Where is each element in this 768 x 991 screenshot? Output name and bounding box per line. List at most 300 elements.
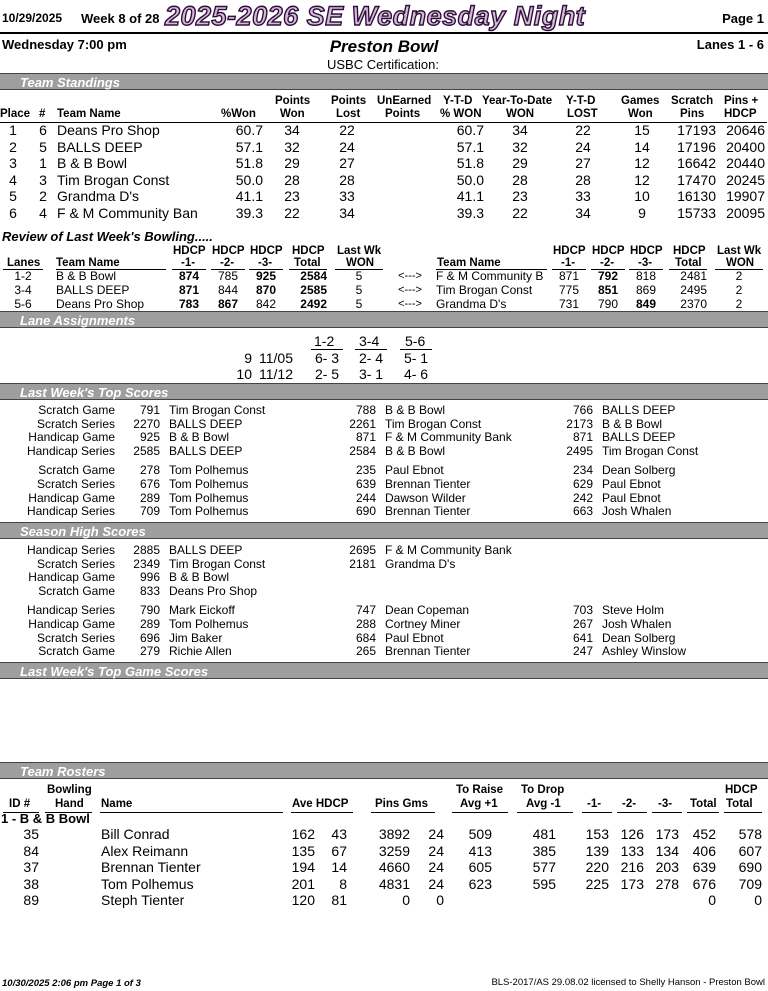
review-lanes-cell: 5-6 bbox=[14, 297, 32, 311]
standings-ytdpct-cell: 51.8 bbox=[456, 155, 484, 171]
standings-ytdl-cell: 33 bbox=[575, 188, 591, 204]
review-g1-cell: 871 bbox=[178, 283, 200, 297]
roster-rule-g3 bbox=[652, 812, 682, 813]
standings-pw-cell: 23 bbox=[284, 188, 300, 204]
lane-pair-cell: 2- 5 bbox=[314, 366, 340, 382]
hdr-review-ohdcp-total: HDCP bbox=[673, 245, 706, 257]
review-g2-cell: 785 bbox=[217, 269, 239, 283]
score-value: 2349 bbox=[133, 556, 160, 571]
review-ototal-cell: 2481 bbox=[680, 269, 707, 283]
roster-g1-cell bbox=[579, 892, 609, 909]
hdr-review-hdcp3: HDCP bbox=[250, 245, 283, 257]
review-g2-cell: 867 bbox=[217, 297, 239, 311]
section-team-standings: Team Standings bbox=[0, 73, 768, 90]
roster-hdcp-cell: 81 bbox=[331, 892, 347, 908]
roster-rule-total bbox=[687, 812, 719, 813]
hdr-ytd-pct-2: % WON bbox=[440, 108, 482, 120]
lane-date-cell: 11/05 bbox=[259, 350, 293, 366]
hdr-bowling: Bowling bbox=[47, 784, 92, 796]
score-value: 2173 bbox=[566, 416, 593, 431]
hdr-review-owon: WON bbox=[726, 257, 755, 269]
score-name: BALLS DEEP bbox=[169, 543, 243, 557]
hdr-ytd-pct-1: Y-T-D bbox=[443, 95, 473, 107]
score-name: Josh Whalen bbox=[602, 504, 672, 519]
lane-pair-cell: 4- 6 bbox=[403, 366, 429, 382]
hdr-scratch-pins-2: Pins bbox=[680, 108, 705, 120]
roster-name-cell: Bill Conrad bbox=[101, 826, 170, 842]
score-value: 663 bbox=[572, 504, 593, 519]
hdr-name: Name bbox=[101, 798, 133, 810]
score-name: F & M Community Bank bbox=[385, 430, 512, 445]
standings-ue-cell bbox=[384, 122, 424, 139]
score-value bbox=[551, 543, 593, 557]
score-value: 747 bbox=[355, 603, 376, 618]
score-name: Dean Copeman bbox=[385, 603, 470, 618]
standings-ytdw-cell: 22 bbox=[512, 204, 528, 221]
roster-id-cell: 35 bbox=[23, 826, 39, 842]
standings-sp-cell: 15733 bbox=[677, 204, 716, 221]
roster-rule-pins bbox=[371, 812, 435, 813]
review-g1-cell: 874 bbox=[178, 269, 200, 283]
section-top-game-scores: Last Week's Top Game Scores bbox=[0, 662, 768, 679]
roster-total-cell: 406 bbox=[692, 842, 716, 859]
hdr-review-team: Team Name bbox=[56, 257, 120, 269]
score-value: 2181 bbox=[349, 556, 376, 571]
roster-avg-cell: 120 bbox=[291, 892, 315, 908]
score-name: Tom Polhemus bbox=[169, 490, 249, 505]
roster-total-cell: 0 bbox=[708, 892, 716, 908]
standings-ytdw-cell: 23 bbox=[512, 188, 528, 204]
review-ototal-cell: 2370 bbox=[680, 297, 707, 311]
roster-drop-cell bbox=[520, 892, 556, 909]
roster-rule-g1 bbox=[582, 812, 612, 813]
roster-htotal-cell: 0 bbox=[754, 892, 762, 908]
hdr-unearned-2: Points bbox=[385, 108, 421, 120]
hdr-to-drop: To Drop bbox=[521, 784, 565, 796]
score-value bbox=[551, 570, 593, 584]
roster-name-cell: Tom Polhemus bbox=[101, 875, 194, 892]
score-name: Paul Ebnot bbox=[385, 463, 444, 478]
roster-avg-cell: 194 bbox=[291, 859, 315, 875]
standings-ytdw-cell: 29 bbox=[512, 155, 528, 171]
roster-pins-cell: 3892 bbox=[378, 826, 410, 842]
standings-pw-cell: 29 bbox=[284, 155, 300, 171]
roster-g2-cell: 173 bbox=[620, 875, 644, 892]
roster-id-cell: 84 bbox=[23, 842, 39, 859]
review-team-cell: B & B Bowl bbox=[56, 269, 117, 283]
review-o3-cell: 869 bbox=[635, 283, 657, 297]
score-value: 788 bbox=[355, 403, 376, 417]
score-name: B & B Bowl bbox=[169, 570, 230, 585]
score-name: B & B Bowl bbox=[169, 430, 230, 445]
review-g3-cell: 842 bbox=[255, 297, 277, 311]
hdr-points-lost-2: Lost bbox=[336, 108, 361, 120]
score-value: 766 bbox=[572, 403, 593, 417]
standings-ytdw-cell: 32 bbox=[512, 138, 528, 155]
hdr-review-og3: -3- bbox=[638, 257, 653, 269]
hdr-hdcp-total-2: Total bbox=[726, 798, 753, 810]
roster-g1-cell: 220 bbox=[585, 859, 609, 875]
score-name: Brennan Tienter bbox=[385, 477, 471, 491]
lane-pair-cell: 6- 3 bbox=[314, 350, 340, 366]
hdr-points-won-2: Won bbox=[280, 108, 305, 120]
standings-sp-cell: 17470 bbox=[677, 171, 716, 188]
review-o2-cell: 790 bbox=[597, 297, 619, 311]
roster-htotal-cell: 709 bbox=[738, 875, 762, 892]
roster-htotal-cell: 607 bbox=[738, 842, 762, 859]
hdr-num: # bbox=[39, 108, 46, 120]
score-value: 2585 bbox=[133, 443, 160, 458]
standings-ph-cell: 20646 bbox=[726, 122, 765, 138]
standings-num-cell: 1 bbox=[39, 155, 47, 171]
lane-pair-cell: 3- 1 bbox=[358, 366, 384, 382]
roster-gms-cell: 24 bbox=[428, 826, 444, 842]
standings-num-cell: 6 bbox=[39, 122, 47, 138]
roster-rule-avg bbox=[291, 812, 353, 813]
hdr-ave-hdcp: Ave HDCP bbox=[292, 798, 349, 810]
roster-drop-cell: 481 bbox=[532, 826, 556, 842]
hdr-review-hdcp2: HDCP bbox=[212, 245, 245, 257]
score-value bbox=[334, 570, 376, 584]
standings-place-cell: 5 bbox=[9, 188, 17, 204]
review-total-cell: 2585 bbox=[300, 283, 327, 297]
score-value: 265 bbox=[355, 644, 376, 659]
review-total-cell: 2492 bbox=[300, 297, 327, 311]
roster-hdcp-cell: 8 bbox=[339, 875, 347, 892]
score-value: 242 bbox=[572, 490, 593, 505]
roster-rule-htotal bbox=[724, 812, 762, 813]
standings-place-cell: 3 bbox=[9, 155, 17, 171]
roster-rule-g2 bbox=[617, 812, 647, 813]
lane-week-cell: 10 bbox=[236, 366, 252, 382]
review-o3-cell: 818 bbox=[635, 269, 657, 283]
hdr-avg-plus: Avg +1 bbox=[460, 798, 498, 810]
score-label: Scratch Series bbox=[36, 630, 115, 645]
score-label: Handicap Game bbox=[28, 570, 115, 585]
score-value: 289 bbox=[139, 617, 160, 631]
standings-pw-cell: 28 bbox=[284, 171, 300, 188]
hdr-review-g1: -1- bbox=[181, 257, 196, 269]
hdr-place: Place bbox=[0, 108, 31, 120]
score-name: Paul Ebnot bbox=[385, 630, 444, 645]
standings-ue-cell bbox=[384, 205, 424, 222]
roster-raise-cell bbox=[456, 892, 492, 909]
standings-ytdpct-cell: 50.0 bbox=[456, 171, 484, 188]
score-name: Tom Polhemus bbox=[169, 617, 249, 631]
standings-sp-cell: 16642 bbox=[677, 155, 716, 171]
standings-gw-cell: 12 bbox=[634, 155, 650, 171]
standings-ph-cell: 19907 bbox=[726, 188, 765, 204]
score-name: Jim Baker bbox=[169, 630, 223, 645]
score-value bbox=[551, 557, 593, 571]
score-label: Scratch Series bbox=[36, 556, 115, 571]
hdr-review-hdcp-total: HDCP bbox=[292, 245, 325, 257]
score-label: Handicap Game bbox=[28, 617, 115, 631]
review-owon-cell: 2 bbox=[735, 297, 743, 311]
roster-g3-cell: 173 bbox=[655, 826, 679, 842]
score-name: Tim Brogan Const bbox=[385, 416, 482, 431]
lanes-range: Lanes 1 - 6 bbox=[696, 37, 764, 52]
roster-gms-cell: 0 bbox=[436, 892, 444, 908]
standings-ue-cell bbox=[384, 155, 424, 172]
standings-gw-cell: 9 bbox=[638, 204, 646, 221]
standings-team-cell: Tim Brogan Const bbox=[57, 171, 170, 188]
hdr-roster-total: Total bbox=[690, 798, 717, 810]
standings-place-cell: 1 bbox=[9, 122, 17, 138]
roster-g3-cell bbox=[649, 892, 679, 909]
standings-pl-cell: 24 bbox=[339, 138, 355, 155]
standings-pl-cell: 28 bbox=[339, 171, 355, 188]
standings-team-cell: Grandma D's bbox=[57, 188, 140, 204]
score-value: 703 bbox=[572, 603, 593, 618]
week-label: Week 8 of 28 bbox=[81, 11, 160, 26]
standings-gw-cell: 14 bbox=[634, 138, 650, 155]
score-value: 641 bbox=[572, 630, 593, 645]
score-label: Scratch Series bbox=[36, 416, 115, 431]
standings-num-cell: 3 bbox=[39, 171, 47, 188]
standings-pw-cell: 22 bbox=[284, 204, 300, 221]
review-ototal-cell: 2495 bbox=[680, 283, 707, 297]
review-won-cell: 5 bbox=[355, 283, 363, 297]
standings-team-cell: BALLS DEEP bbox=[57, 138, 143, 155]
standings-pw-cell: 32 bbox=[284, 138, 300, 155]
roster-total-cell: 676 bbox=[692, 875, 716, 892]
standings-pct-cell: 57.1 bbox=[235, 138, 263, 155]
roster-gms-cell: 24 bbox=[428, 859, 444, 875]
standings-ytdl-cell: 28 bbox=[575, 171, 591, 188]
score-name: Dean Solberg bbox=[602, 630, 676, 645]
footer-printed: 10/30/2025 2:06 pm Page 1 of 3 bbox=[2, 978, 141, 989]
score-name: BALLS DEEP bbox=[169, 443, 243, 458]
roster-gms-cell: 24 bbox=[428, 875, 444, 892]
score-name: Dawson Wilder bbox=[385, 490, 466, 505]
score-name: Paul Ebnot bbox=[602, 490, 661, 505]
roster-id-cell: 37 bbox=[23, 859, 39, 875]
roster-avg-cell: 162 bbox=[291, 826, 315, 842]
review-oteam-cell: Grandma D's bbox=[436, 297, 507, 311]
review-vs-cell: <---> bbox=[398, 284, 422, 296]
hdr-review-oteam: Team Name bbox=[437, 257, 501, 269]
standings-pct-cell: 41.1 bbox=[235, 188, 263, 204]
hdr-to-raise: To Raise bbox=[456, 784, 504, 796]
hdr-pins-hdcp-2: HDCP bbox=[724, 108, 757, 120]
review-title: Review of Last Week's Bowling..... bbox=[2, 229, 213, 244]
score-name: Steve Holm bbox=[602, 603, 665, 618]
roster-raise-cell: 623 bbox=[468, 875, 492, 892]
hdr-roster-g1: -1- bbox=[587, 798, 602, 810]
hdr-review-lastwk: Last Wk bbox=[337, 245, 382, 257]
standings-pct-cell: 50.0 bbox=[235, 171, 263, 188]
roster-hdcp-cell: 67 bbox=[331, 842, 347, 859]
hdr-review-og2: -2- bbox=[600, 257, 615, 269]
standings-ytdpct-cell: 41.1 bbox=[456, 188, 484, 204]
roster-total-cell: 639 bbox=[692, 859, 716, 875]
score-value: 247 bbox=[572, 644, 593, 659]
score-name: Tom Polhemus bbox=[169, 463, 249, 478]
hdr-points-lost-1: Points bbox=[331, 95, 367, 107]
score-label: Scratch Game bbox=[38, 644, 115, 659]
score-name: Tom Polhemus bbox=[169, 504, 249, 519]
score-name: Brennan Tienter bbox=[385, 644, 471, 659]
hdr-unearned-1: UnEarned bbox=[377, 95, 432, 107]
hdr-games-won-2: Won bbox=[628, 108, 653, 120]
score-value: 791 bbox=[139, 403, 160, 417]
hdr-pins-gms: Pins Gms bbox=[375, 798, 429, 810]
roster-hdcp-cell: 14 bbox=[331, 859, 347, 875]
hdr-review-ohdcp2: HDCP bbox=[592, 245, 625, 257]
review-g3-cell: 925 bbox=[255, 269, 277, 283]
roster-raise-cell: 605 bbox=[468, 859, 492, 875]
footer-license: BLS-2017/AS 29.08.02 licensed to Shelly Hanson - Preston Bowl bbox=[491, 977, 765, 988]
review-owon-cell: 2 bbox=[735, 283, 743, 297]
standings-place-cell: 2 bbox=[9, 138, 17, 155]
standings-pl-cell: 33 bbox=[339, 188, 355, 204]
review-won-cell: 5 bbox=[355, 269, 363, 283]
day-time: Wednesday 7:00 pm bbox=[2, 37, 127, 52]
hdr-hand: Hand bbox=[55, 798, 84, 810]
score-name: Grandma D's bbox=[385, 556, 456, 571]
score-name: Dean Solberg bbox=[602, 463, 676, 478]
review-won-cell: 5 bbox=[355, 297, 363, 311]
standings-ytdl-cell: 27 bbox=[575, 155, 591, 171]
roster-g3-cell: 134 bbox=[655, 842, 679, 859]
standings-ph-cell: 20095 bbox=[726, 204, 765, 221]
score-value: 288 bbox=[355, 617, 376, 631]
score-name: Josh Whalen bbox=[602, 617, 672, 631]
score-name: Deans Pro Shop bbox=[169, 583, 258, 598]
league-banner: 2025-2026 SE Wednesday Night bbox=[165, 1, 586, 31]
review-oteam-cell: F & M Community B bbox=[436, 269, 544, 283]
score-name: BALLS DEEP bbox=[602, 430, 676, 445]
hdr-pct-won: %Won bbox=[221, 108, 256, 120]
standings-num-cell: 2 bbox=[39, 188, 47, 204]
roster-gms-cell: 24 bbox=[428, 842, 444, 859]
hdr-review-ohdcp1: HDCP bbox=[553, 245, 586, 257]
hdr-review-lanes: Lanes bbox=[7, 257, 41, 269]
score-name: Richie Allen bbox=[169, 644, 232, 659]
standings-team-cell: Deans Pro Shop bbox=[57, 122, 160, 138]
score-name: Ashley Winslow bbox=[602, 644, 687, 659]
lane-hdr-3: 5-6 bbox=[405, 333, 426, 349]
lane-hdr-2: 3-4 bbox=[359, 333, 380, 349]
score-value: 790 bbox=[139, 603, 160, 618]
hdr-review-ohdcp3: HDCP bbox=[630, 245, 663, 257]
standings-pl-cell: 22 bbox=[339, 122, 355, 138]
hdr-team-name: Team Name bbox=[57, 108, 121, 120]
score-label: Handicap Game bbox=[28, 490, 115, 505]
hdr-points-won-1: Points bbox=[275, 95, 311, 107]
hdr-pins-hdcp-1: Pins + bbox=[724, 95, 759, 107]
score-value: 279 bbox=[139, 644, 160, 659]
review-o2-cell: 851 bbox=[597, 283, 619, 297]
score-value: 684 bbox=[355, 630, 376, 645]
score-label: Handicap Series bbox=[26, 543, 115, 557]
standings-pct-cell: 60.7 bbox=[235, 122, 263, 138]
score-value: 709 bbox=[139, 504, 160, 519]
score-name: Paul Ebnot bbox=[602, 477, 661, 491]
standings-ue-cell bbox=[384, 188, 424, 205]
score-name: B & B Bowl bbox=[385, 443, 446, 458]
roster-raise-cell: 509 bbox=[468, 826, 492, 842]
score-name: B & B Bowl bbox=[602, 416, 663, 431]
roster-drop-cell: 577 bbox=[532, 859, 556, 875]
score-name: Cortney Miner bbox=[385, 617, 461, 631]
header-divider bbox=[0, 32, 768, 34]
score-label: Handicap Game bbox=[28, 430, 115, 445]
standings-ytdw-cell: 28 bbox=[512, 171, 528, 188]
roster-name-cell: Brennan Tienter bbox=[101, 859, 201, 875]
score-name: Tom Polhemus bbox=[169, 477, 249, 491]
hdr-avg-minus: Avg -1 bbox=[526, 798, 561, 810]
review-owon-cell: 2 bbox=[735, 269, 743, 283]
hdr-games-won-1: Games bbox=[621, 95, 660, 107]
roster-avg-cell: 135 bbox=[291, 842, 315, 859]
standings-ue-cell bbox=[384, 139, 424, 156]
review-o1-cell: 731 bbox=[558, 297, 580, 311]
standings-gw-cell: 15 bbox=[634, 122, 650, 138]
page-label: Page 1 bbox=[722, 11, 764, 26]
standings-ytdpct-cell: 57.1 bbox=[456, 138, 484, 155]
roster-name-cell: Steph Tienter bbox=[101, 892, 185, 908]
score-value: 2495 bbox=[566, 443, 593, 458]
score-name: Tim Brogan Const bbox=[169, 556, 266, 571]
hdr-id: ID # bbox=[9, 798, 31, 810]
hdr-ytd-lost-1: Y-T-D bbox=[566, 95, 596, 107]
hdr-review-olastwk: Last Wk bbox=[717, 245, 762, 257]
standings-place-cell: 4 bbox=[9, 171, 17, 188]
roster-pins-cell: 0 bbox=[402, 892, 410, 908]
standings-team-cell: B & B Bowl bbox=[57, 155, 128, 171]
review-g3-cell: 870 bbox=[255, 283, 277, 297]
score-value: 696 bbox=[139, 630, 160, 645]
hdr-scratch-pins-1: Scratch bbox=[671, 95, 714, 107]
review-g2-cell: 844 bbox=[217, 283, 239, 297]
score-value: 289 bbox=[139, 490, 160, 505]
roster-g1-cell: 225 bbox=[585, 875, 609, 892]
standings-pl-cell: 34 bbox=[339, 204, 355, 221]
section-top-scores: Last Week's Top Scores bbox=[0, 383, 768, 400]
score-value: 690 bbox=[355, 504, 376, 519]
score-name: BALLS DEEP bbox=[169, 416, 243, 431]
score-name: Tim Brogan Const bbox=[602, 443, 699, 458]
hdr-review-g2: -2- bbox=[220, 257, 235, 269]
score-label: Scratch Series bbox=[36, 477, 115, 491]
roster-pins-cell: 4831 bbox=[378, 875, 410, 892]
score-value: 676 bbox=[139, 477, 160, 491]
score-label: Scratch Game bbox=[38, 403, 115, 417]
roster-g1-cell: 153 bbox=[585, 826, 609, 842]
standings-sp-cell: 17196 bbox=[677, 138, 716, 155]
score-value bbox=[334, 584, 376, 598]
section-lane-assignments: Lane Assignments bbox=[0, 311, 768, 328]
review-o1-cell: 871 bbox=[558, 269, 580, 283]
score-name: Brennan Tienter bbox=[385, 504, 471, 519]
score-value: 996 bbox=[139, 570, 160, 585]
hdr-review-total: Total bbox=[294, 257, 321, 269]
review-o1-cell: 775 bbox=[558, 283, 580, 297]
center-name: Preston Bowl bbox=[329, 37, 439, 56]
standings-ytdl-cell: 34 bbox=[575, 204, 591, 221]
standings-sp-cell: 16130 bbox=[677, 188, 716, 204]
roster-g2-cell bbox=[614, 892, 644, 909]
roster-rule-raise bbox=[452, 812, 508, 813]
score-value: 2885 bbox=[133, 543, 160, 557]
standings-team-cell: F & M Community Ban bbox=[57, 204, 198, 221]
hdr-ytd-won-2: WON bbox=[506, 108, 535, 120]
score-name: Tim Brogan Const bbox=[169, 403, 266, 417]
score-value: 639 bbox=[355, 477, 376, 491]
hdr-ytd-lost-2: LOST bbox=[567, 108, 598, 120]
